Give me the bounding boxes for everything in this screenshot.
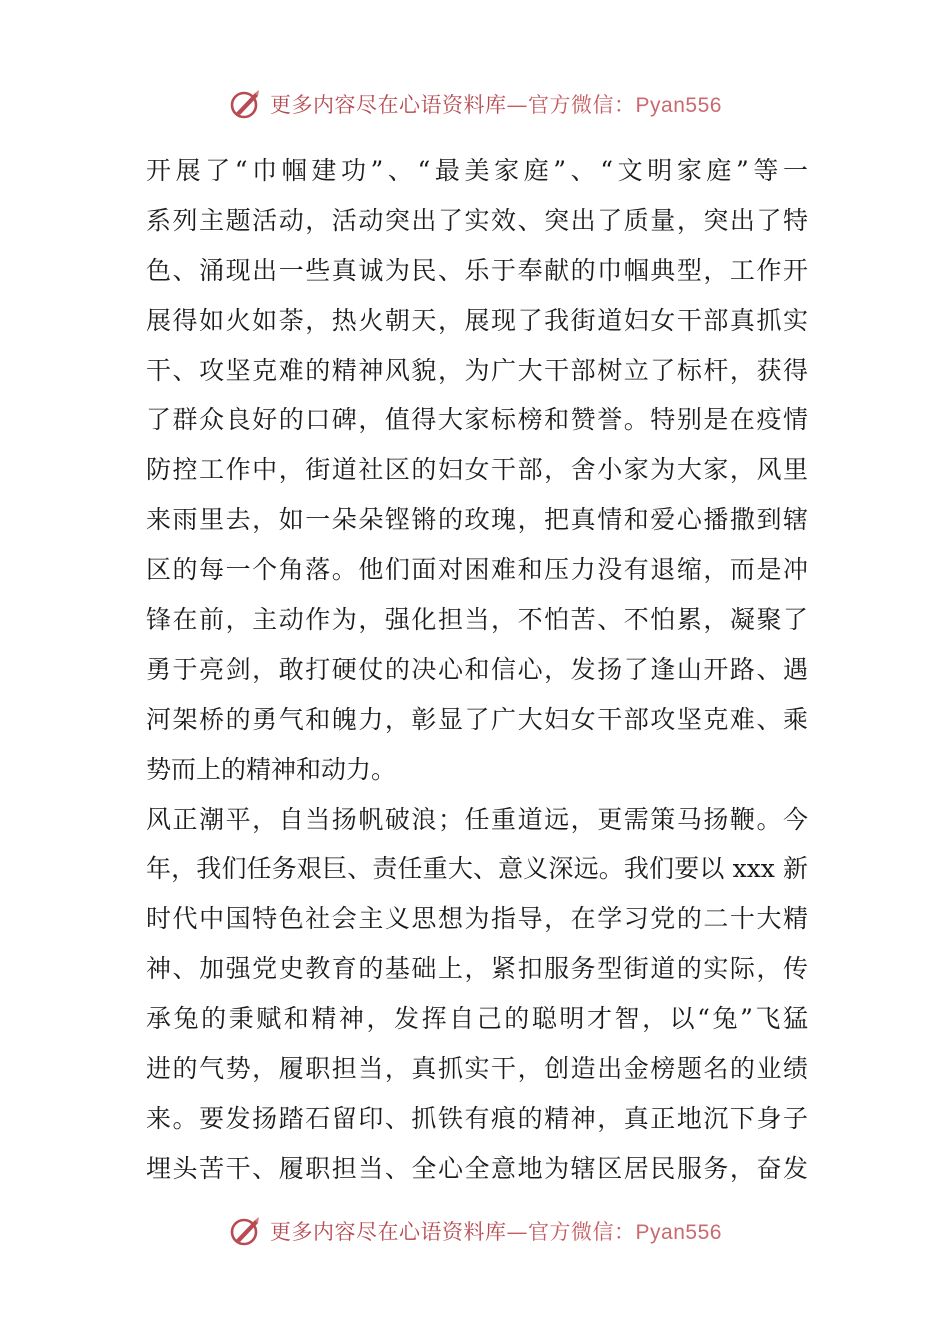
- quill-logo-icon: [228, 87, 262, 121]
- header-wechat: Pyan556: [635, 94, 722, 117]
- body-line: 防控工作中，街道社区的妇女干部，舍小家为大家，风里: [146, 455, 808, 485]
- footer-text: [270, 1216, 722, 1246]
- paragraph-end-line: 势而上的精神和动力。: [146, 754, 397, 784]
- document-body: [146, 146, 808, 1194]
- body-line: 时代中国特色社会主义思想为指导，在学习党的二十大精: [146, 904, 808, 934]
- body-line: 埋头苦干、履职担当、全心全意地为辖区居民服务，奋发: [146, 1153, 808, 1183]
- body-line: 承兔的秉赋和精神，发挥自己的聪明才智，以“兔”飞猛: [146, 1004, 808, 1034]
- body-line: 开展了“巾帼建功”、“最美家庭”、“文明家庭”等一: [146, 156, 808, 185]
- footer-wechat: Pyan556: [635, 1221, 722, 1244]
- quill-logo-icon: [228, 1214, 262, 1248]
- footer-dash: —官方微信：: [506, 1220, 636, 1244]
- body-line: 进的气势，履职担当，真抓实干，创造出金榜题名的业绩: [146, 1054, 808, 1084]
- body-line: 来。要发扬踏石留印、抓铁有痕的精神，真正地沉下身子: [146, 1103, 808, 1133]
- body-line: 展得如火如荼，热火朝天，展现了我街道妇女干部真抓实: [146, 305, 808, 335]
- footer-brand: 更多内容尽在心语资料库: [270, 1220, 507, 1244]
- body-line: 了群众良好的口碑，值得大家标榜和赞誉。特别是在疫情: [146, 405, 808, 435]
- body-line: 勇于亮剑，敢打硬仗的决心和信心，发扬了逢山开路、遇: [146, 654, 808, 684]
- body-line: 色、涌现出一些真诚为民、乐于奉献的巾帼典型，工作开: [146, 255, 808, 285]
- body-line: 来雨里去，如一朵朵铿锵的玫瑰，把真情和爱心播撒到辖: [146, 505, 808, 535]
- body-line: 河架桥的勇气和魄力，彰显了广大妇女干部攻坚克难、乘: [146, 704, 808, 734]
- body-line: 系列主题活动，活动突出了实效、突出了质量，突出了特: [146, 205, 808, 235]
- body-line: 区的每一个角落。他们面对困难和压力没有退缩，而是冲: [146, 555, 808, 585]
- footer-watermark: [0, 1211, 950, 1251]
- body-line: 风正潮平，自当扬帆破浪；任重道远，更需策马扬鞭。今: [146, 804, 808, 834]
- header-watermark: [0, 84, 950, 124]
- body-line: 年，我们任务艰巨、责任重大、意义深远。我们要以 xxx 新: [146, 854, 808, 884]
- header-brand: 更多内容尽在心语资料库: [270, 93, 507, 117]
- body-line: 干、攻坚克难的精神风貌，为广大干部树立了标杆，获得: [146, 355, 808, 385]
- body-line: 神、加强党史教育的基础上，紧扣服务型街道的实际，传: [146, 954, 808, 984]
- body-line: 锋在前，主动作为，强化担当，不怕苦、不怕累，凝聚了: [146, 605, 808, 635]
- header-text: [270, 89, 722, 119]
- header-dash: —官方微信：: [506, 93, 636, 117]
